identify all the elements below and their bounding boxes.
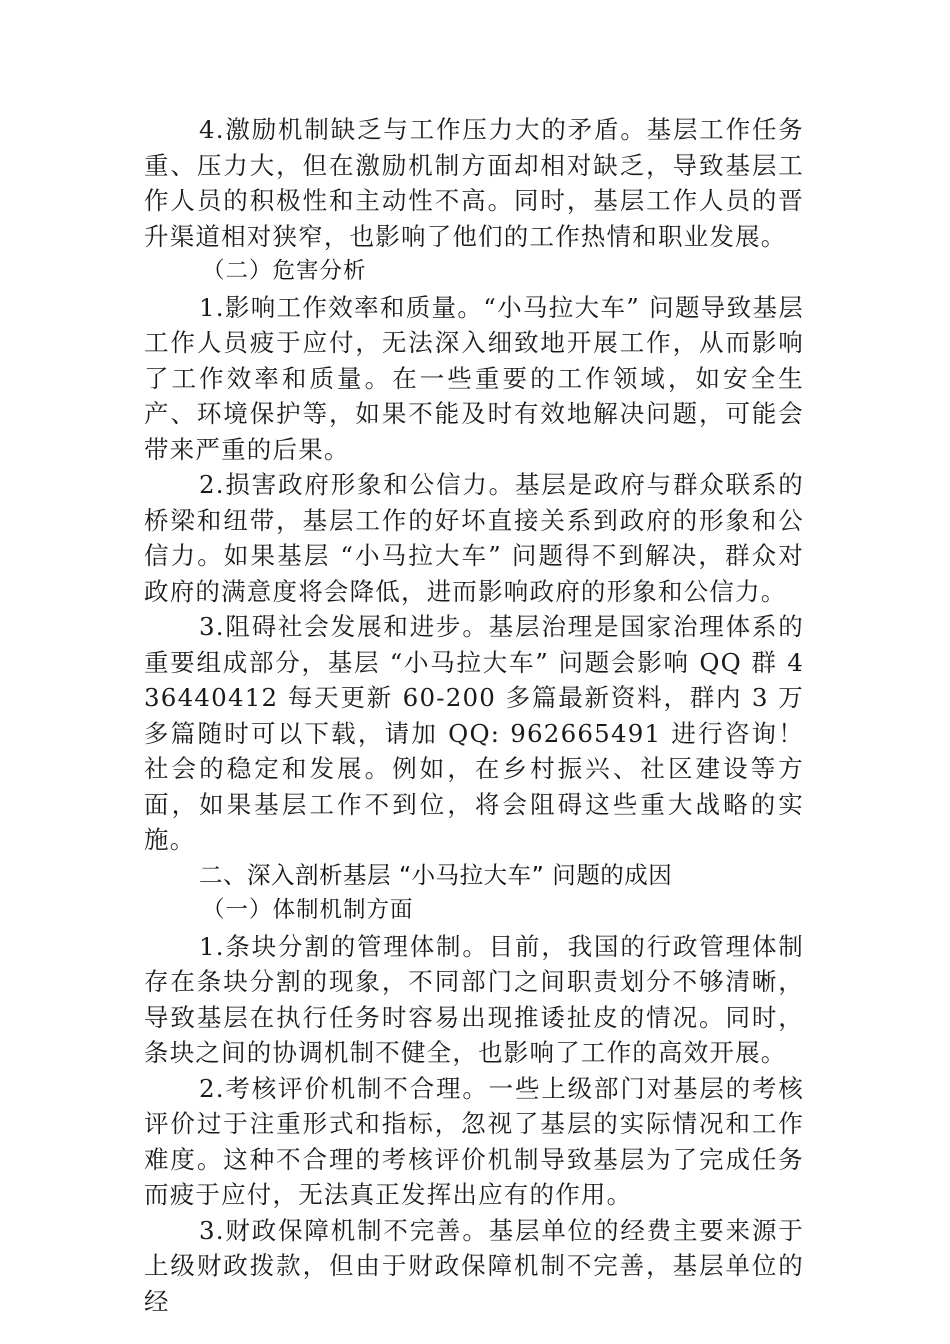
section-heading-harm-analysis: （二）危害分析 [202,258,367,284]
document-body [144,112,804,1319]
paragraph-government-image: 2.损害政府形象和公信力。基层是政府与群众联系的桥梁和纽带，基层工作的好坏直接关系到政府的形象和公信力。如果基层 “小马拉大车” 问题得不到解决，群众对政府的满意度将会降低，进而影响政府的形象和公信力。 [144,470,804,606]
paragraph-work-efficiency: 1.影响工作效率和质量。“小马拉大车” 问题导致基层工作人员疲于应付，无法深入细致地开展工作，从而影响了工作效率和质量。在一些重要的工作领域，如安全生产、环境保护等，如果不能及时有效地解决问题，可能会带来严重的后果。 [144,292,804,464]
section-heading-institutional: （一）体制机制方面 [202,897,414,923]
paragraph-social-development: 3.阻碍社会发展和进步。基层治理是国家治理体系的重要组成部分，基层 “小马拉大车” 问题会影响 QQ 群 436440412 每天更新 60-200 多篇最新资料，群内 3 万多篇随时可以下载，请加 QQ: 962665491 进行咨询！社会的稳定和发展。例如，在乡村振兴、社区建设等方面，如果基层工作不到位，将会阻碍这些重大战略的实施。 [144,612,804,854]
paragraph-incentive-conflict: 4.激励机制缺乏与工作压力大的矛盾。基层工作任务重、压力大，但在激励机制方面却相对缺乏，导致基层工作人员的积极性和主动性不高。同时，基层工作人员的晋升渠道相对狭窄，也影响了他们的工作热情和职业发展。 [144,115,804,251]
paragraph-fiscal-mechanism: 3.财政保障机制不完善。基层单位的经费主要来源于上级财政拨款，但由于财政保障机制不完善，基层单位的经 [144,1215,804,1316]
paragraph-management-system: 1.条块分割的管理体制。目前，我国的行政管理体制存在条块分割的现象，不同部门之间职责划分不够清晰，导致基层在执行任务时容易出现推诿扯皮的情况。同时，条块之间的协调机制不健全，也影响了工作的高效开展。 [144,931,804,1067]
paragraph-evaluation-mechanism: 2.考核评价机制不合理。一些上级部门对基层的考核评价过于注重形式和指标，忽视了基层的实际情况和工作难度。这种不合理的考核评价机制导致基层为了完成任务而疲于应付，无法真正发挥出应有的作用。 [144,1073,804,1209]
chapter-heading-causes: 二、深入剖析基层 “小马拉大车” 问题的成因 [199,860,673,889]
